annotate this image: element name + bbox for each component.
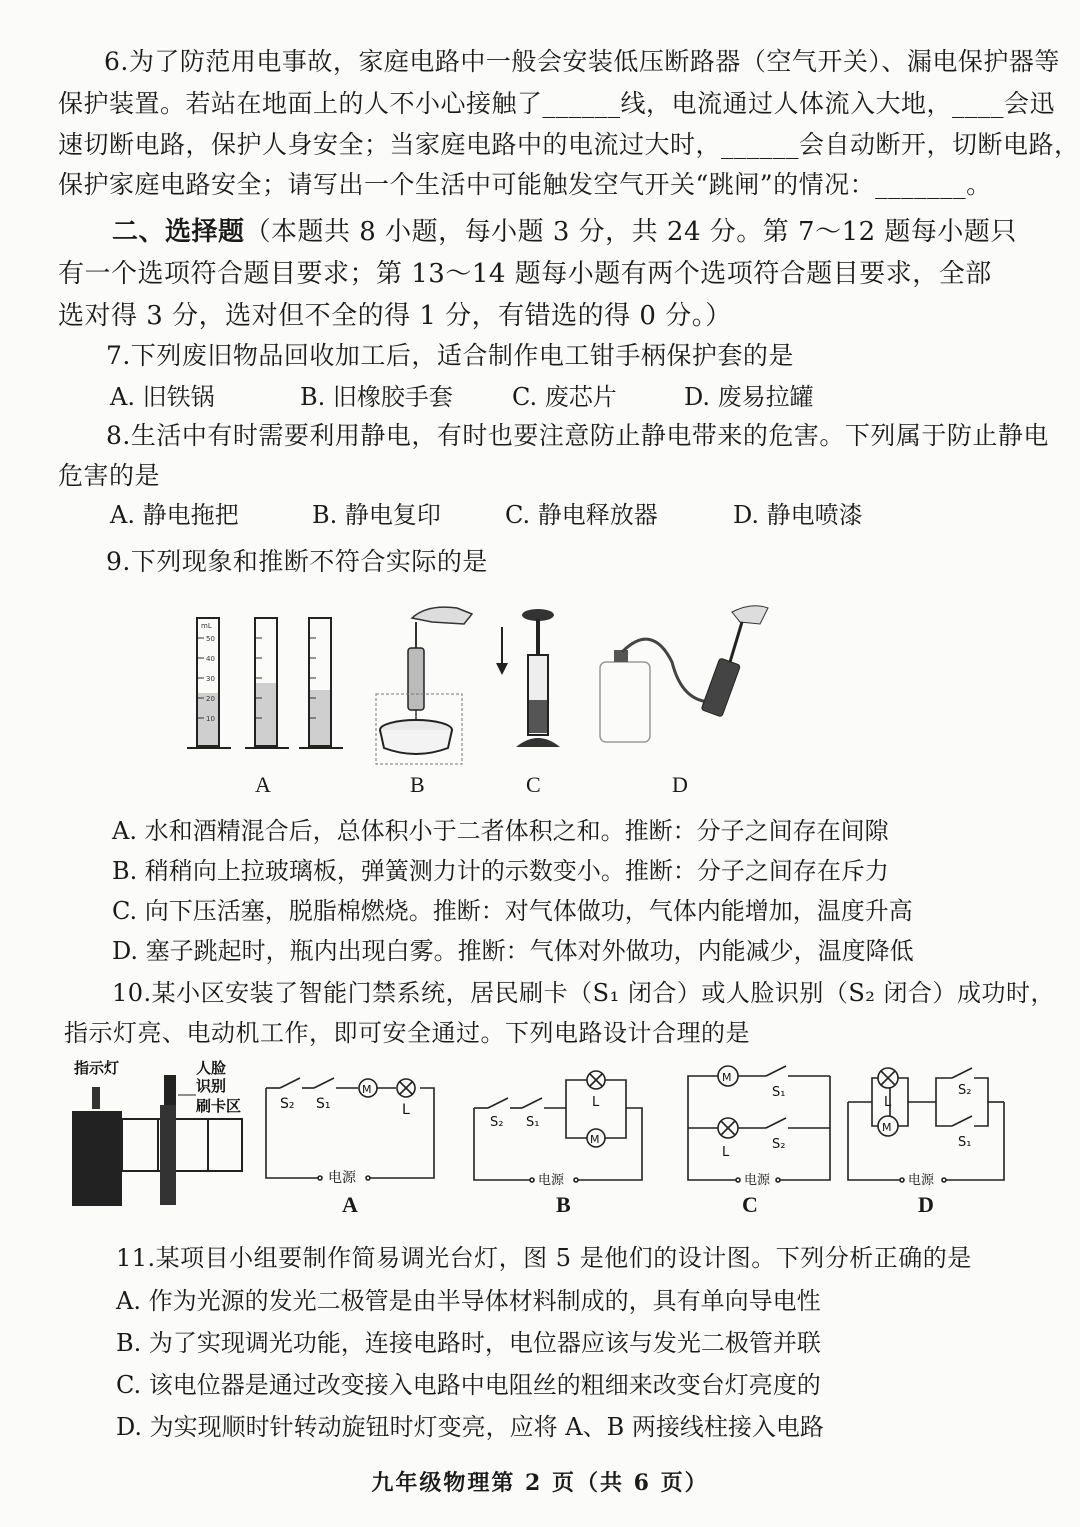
q9-fig-label-d: D [672,772,688,797]
q9-figure-b-spring-balance [372,600,482,765]
cyl-tick-10: 10 [206,715,215,723]
circuit-d-s1: S₁ [958,1135,972,1150]
q9-stem: 9.下列现象和推断不符合实际的是 [106,547,488,576]
circuit-d-motor: M [882,1121,892,1134]
q7-option-d: D. 废易拉罐 [684,383,814,411]
circuit-d-power: 电源 [908,1173,935,1188]
q9-option-a: A. 水和酒精混合后，总体积小于二者体积之和。推断：分子之间存在间隙 [112,817,889,845]
circuit-a-power: 电源 [328,1170,356,1186]
circuit-c-s2: S₂ [772,1137,786,1152]
q7-option-c: C. 废芯片 [512,383,617,411]
q10-circuit-d [840,1062,1010,1190]
section-2-title: 二、选择题 [112,217,245,247]
q10-circuit-c [680,1064,840,1190]
cyl-tick-30: 30 [206,675,215,683]
q8-option-d: D. 静电喷漆 [733,501,863,529]
q8-stem-1: 8.生活中有时需要利用静电，有时也要注意防止静电带来的危害。下列属于防止静电 [106,421,1049,450]
page-footer: 九年级物理第 2 页（共 6 页） [371,1470,709,1496]
q8-stem-2: 危害的是 [58,461,161,490]
device-label-indicator: 指示灯 [74,1059,120,1077]
circuit-d-s2: S₂ [958,1083,972,1098]
circuit-b-power: 电源 [538,1173,565,1188]
q8-option-b: B. 静电复印 [312,501,441,529]
circuit-a-s1: S₁ [316,1096,331,1112]
q11-option-a: A. 作为光源的发光二极管是由半导体材料制成的，具有单向导电性 [116,1287,821,1315]
cyl-tick-40: 40 [206,655,215,663]
device-label-face-1: 人脸 [196,1059,227,1077]
circuit-c-lamp: L [722,1145,730,1160]
q7-option-a: A. 旧铁锅 [110,383,215,411]
circuit-a-s2: S₂ [280,1096,295,1112]
circuit-d-lamp: L [884,1095,892,1110]
cyl-tick-20: 20 [206,695,215,703]
section-2-header [112,214,1017,250]
q11-option-b: B. 为了实现调光功能，连接电路时，电位器应该与发光二极管并联 [116,1329,821,1357]
q10-circuit-a [258,1072,443,1187]
q7-stem: 7.下列废旧物品回收加工后，适合制作电工钳手柄保护套的是 [106,341,794,370]
section-2-instructions-3: 选对得 3 分，选对但不全的得 1 分，有错选的得 0 分。） [58,301,732,331]
q8-option-c: C. 静电释放器 [505,501,658,529]
circuit-c-power: 电源 [744,1173,771,1188]
circuit-b-motor: M [590,1133,600,1146]
q11-option-c: C. 该电位器是通过改变接入电路中电阻丝的粗细来改变台灯亮度的 [116,1371,821,1399]
section-2-instructions-2: 有一个选项符合题目要求；第 13～14 题每小题有两个选项符合题目要求，全部 [58,259,992,289]
q9-figure-c-piston [490,605,580,755]
section-2-instructions-1: （本题共 8 小题，每小题 3 分，共 24 分。第 7～12 题每小题只 [244,217,1017,247]
q10-device-figure [68,1055,260,1210]
circuit-a-motor: M [362,1083,372,1096]
q9-option-c: C. 向下压活塞，脱脂棉燃烧。推断：对气体做功，气体内能增加，温度升高 [112,897,913,925]
circuit-b-lamp: L [592,1095,600,1110]
q11-option-d: D. 为实现顺时针转动旋钮时灯变亮，应将 A、B 两接线柱接入电路 [116,1413,824,1441]
circuit-c-motor: M [722,1071,732,1084]
circuit-a-lamp: L [402,1102,410,1118]
circuit-b-s2: S₂ [490,1115,504,1130]
q9-option-d: D. 塞子跳起时，瓶内出现白雾。推断：气体对外做功，内能减少，温度降低 [112,937,914,965]
q7-option-b: B. 旧橡胶手套 [300,383,453,411]
device-label-face-2: 识别 [196,1077,227,1095]
q10-stem-2: 指示灯亮、电动机工作，即可安全通过。下列电路设计合理的是 [64,1019,750,1047]
circuit-c-s1: S₁ [772,1085,786,1100]
q9-option-b: B. 稍稍向上拉玻璃板，弹簧测力计的示数变小。推断：分子之间存在斥力 [112,857,889,885]
q9-fig-label-a: A [255,772,271,797]
device-label-card: 刷卡区 [196,1097,242,1115]
circuit-b-s1: S₁ [526,1115,540,1130]
q9-fig-label-c: C [526,772,541,797]
q6-line-4: 保护家庭电路安全；请写出一个生活中可能触发空气开关“跳闸”的情况：_______。 [58,170,992,199]
q10-circuit-label-b: B [556,1192,571,1217]
q9-fig-label-b: B [410,772,425,797]
q10-stem-1: 10.某小区安装了智能门禁系统，居民刷卡（S₁ 闭合）或人脸识别（S₂ 闭合）成功时， [112,979,1056,1007]
q9-figure-d-bottle-pump [592,592,782,757]
q10-circuit-label-c: C [742,1192,758,1217]
cyl-tick-ml: mL [201,622,212,630]
q6-line-2: 保护装置。若站在地面上的人不小心接触了______线，电流通过人体流入大地，____会迅 [58,89,1056,118]
q10-circuit-label-a: A [342,1192,358,1217]
q11-stem: 11.某项目小组要制作简易调光台灯，图 5 是他们的设计图。下列分析正确的是 [116,1244,972,1272]
q8-option-a: A. 静电拖把 [110,501,239,529]
q6-line-1: 6.为了防范用电事故，家庭电路中一般会安装低压断路器（空气开关）、漏电保护器等 [104,47,1060,76]
q6-line-3: 速切断电路，保护人身安全；当家庭电路中的电流过大时，______会自动断开，切断电路， [58,130,1080,159]
cyl-tick-50: 50 [206,635,215,643]
q10-circuit-b [466,1068,651,1190]
q10-circuit-label-d: D [918,1192,934,1217]
q9-figure-a-cylinders [185,608,345,758]
